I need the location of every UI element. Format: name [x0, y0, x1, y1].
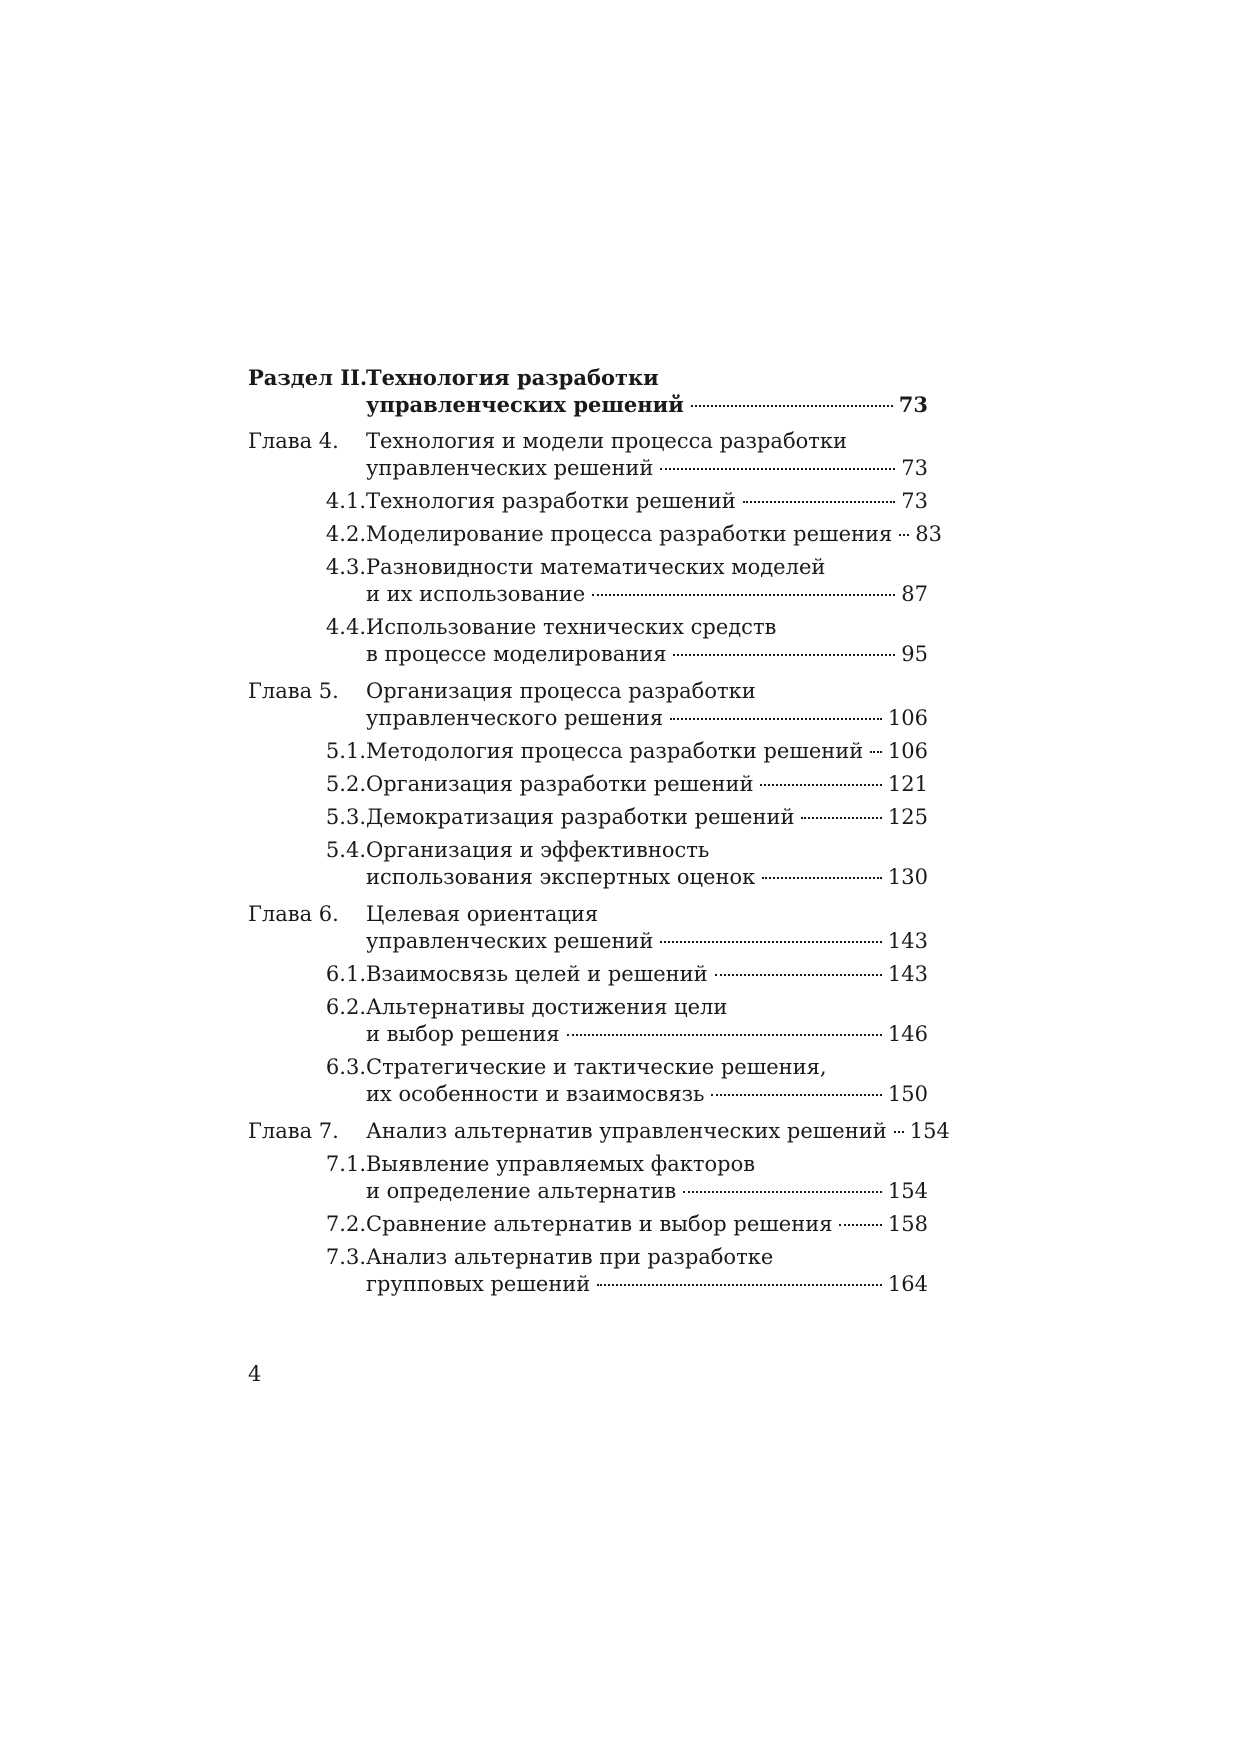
toc-entry-title-line [366, 994, 928, 1021]
toc-entry-title-line [366, 771, 928, 798]
toc-entry-number: Глава 7. [248, 1119, 339, 1143]
toc-entry-title: Моделирование процесса разработки решения [366, 522, 893, 546]
toc-entry-title-line [366, 455, 928, 482]
toc-entry-title-line [366, 928, 928, 955]
toc-entry-number: 4.1. [325, 489, 366, 513]
toc-entry-title-line [366, 428, 928, 455]
dot-leader [711, 1094, 881, 1096]
toc-entry-title: их особенности и взаимосвязь [366, 1082, 705, 1106]
dot-leader [673, 654, 895, 656]
dot-leader [715, 974, 882, 976]
toc-entry-title: Альтернативы достижения цели [366, 995, 728, 1019]
toc-entry-title-line [366, 705, 928, 732]
toc-entry-title: Технология разработки [366, 365, 659, 390]
toc-entry-title-line [366, 641, 928, 668]
toc-entry-title: Целевая ориентация [366, 902, 599, 926]
toc-entry[interactable] [248, 488, 928, 515]
toc-entry-page: 146 [887, 1022, 928, 1046]
toc-entry-number: 5.2. [325, 772, 366, 796]
toc-entry-title: Анализ альтернатив при разработке [366, 1245, 774, 1269]
dot-leader [870, 751, 882, 753]
dot-leader [660, 468, 895, 470]
toc-entry-number: Глава 4. [248, 429, 339, 453]
toc-entry-number: Раздел II. [248, 365, 368, 390]
toc-entry-title: Технология и модели процесса разработки [366, 429, 847, 453]
toc-entry[interactable] [248, 1244, 928, 1298]
toc-entry-title-line [366, 1118, 950, 1145]
toc-entry[interactable] [248, 771, 928, 798]
toc-entry-page: 164 [887, 1272, 928, 1296]
toc-entry-title: Организация и эффективность [366, 838, 710, 862]
toc-entry[interactable] [248, 521, 942, 548]
toc-entry-page: 125 [887, 805, 928, 829]
toc-entry[interactable] [248, 804, 928, 831]
dot-leader [691, 405, 893, 407]
dot-leader [839, 1224, 881, 1226]
toc-entry-page: 73 [901, 489, 928, 513]
toc-entry-page: 130 [887, 865, 928, 889]
toc-entry-title: Разновидности математических моделей [366, 555, 826, 579]
toc-entry-title-line [366, 901, 928, 928]
toc-entry-title: Сравнение альтернатив и выбор решения [366, 1212, 833, 1236]
toc-entry[interactable] [248, 837, 928, 891]
toc-entry-title-line [366, 1054, 928, 1081]
toc-entry-title-line [366, 614, 928, 641]
toc-entry[interactable] [248, 738, 928, 765]
toc-entry-title-line [366, 1211, 928, 1238]
toc-entry-page: 106 [887, 706, 928, 730]
toc-entry[interactable] [248, 1151, 928, 1205]
toc-entry-title: Демократизация разработки решений [366, 805, 795, 829]
toc-entry-title: Организация разработки решений [366, 772, 754, 796]
toc-entry-title: Анализ альтернатив управленческих решений [366, 1119, 887, 1143]
toc-entry-number: Глава 5. [248, 679, 339, 703]
toc-entry-page: 95 [901, 642, 928, 666]
dot-leader [597, 1284, 882, 1286]
toc-entry-title-line [366, 1271, 928, 1298]
toc-entry-page: 87 [901, 582, 928, 606]
toc-entry[interactable] [248, 994, 928, 1048]
toc-entry-title: Выявление управляемых факторов [366, 1152, 756, 1176]
table-of-contents [248, 364, 950, 1298]
toc-entry-title: и определение альтернатив [366, 1179, 677, 1203]
toc-entry-title-line [366, 1021, 928, 1048]
toc-entry-title: управленческого решения [366, 706, 664, 730]
toc-entry-page: 73 [898, 392, 928, 417]
toc-entry-number: 6.2. [325, 995, 366, 1019]
toc-entry-page: 154 [887, 1179, 928, 1203]
toc-entry-title: групповых решений [366, 1272, 591, 1296]
dot-leader [592, 594, 895, 596]
toc-entry-number: 5.4. [325, 838, 366, 862]
dot-leader [760, 784, 881, 786]
toc-entry[interactable] [248, 1054, 928, 1108]
toc-entry-title-line [366, 581, 928, 608]
toc-entry-number: 7.2. [325, 1212, 366, 1236]
toc-entry-title-line [366, 961, 928, 988]
toc-entry-title: использования экспертных оценок [366, 865, 756, 889]
toc-entry-page: 121 [887, 772, 928, 796]
toc-entry-number: 6.1. [325, 962, 366, 986]
dot-leader [683, 1191, 882, 1193]
toc-entry[interactable] [248, 614, 928, 668]
toc-entry-title: Использование технических средств [366, 615, 777, 639]
toc-entry-title-line [366, 864, 928, 891]
toc-entry-title: и выбор решения [366, 1022, 560, 1046]
toc-entry-number: 4.3. [325, 555, 366, 579]
toc-entry-title-line [366, 391, 928, 418]
toc-entry-title-line [366, 488, 928, 515]
toc-entry-title: Технология разработки решений [366, 489, 736, 513]
toc-entry-page: 83 [915, 522, 942, 546]
dot-leader [743, 501, 896, 503]
toc-entry-title-line [366, 1081, 928, 1108]
toc-entry[interactable] [248, 961, 928, 988]
toc-entry[interactable] [248, 364, 928, 418]
toc-entry-number: 5.3. [325, 805, 366, 829]
dot-leader [762, 877, 882, 879]
toc-entry[interactable] [248, 678, 928, 732]
toc-entry-title-line [366, 678, 928, 705]
toc-entry-page: 158 [887, 1212, 928, 1236]
toc-entry-title: и их использование [366, 582, 586, 606]
toc-entry-title: управленческих решений [366, 392, 684, 417]
toc-entry-number: Глава 6. [248, 902, 339, 926]
toc-entry-number: 6.3. [325, 1055, 366, 1079]
toc-entry-number: 5.1. [325, 739, 366, 763]
toc-entry-page: 143 [887, 962, 928, 986]
toc-entry-page: 106 [887, 739, 928, 763]
toc-entry-title-line [366, 521, 942, 548]
toc-entry-title-line [366, 1244, 928, 1271]
toc-entry-title: управленческих решений [366, 456, 654, 480]
toc-entry-page: 150 [887, 1082, 928, 1106]
toc-entry-number: 4.4. [325, 615, 366, 639]
dot-leader [899, 534, 909, 536]
toc-entry[interactable] [248, 428, 928, 482]
toc-entry-page: 143 [887, 929, 928, 953]
toc-entry-title: Методология процесса разработки решений [366, 739, 864, 763]
toc-entry-number: 7.3. [325, 1245, 366, 1269]
dot-leader [567, 1034, 882, 1036]
toc-entry-title-line [366, 1178, 928, 1205]
toc-entry[interactable] [248, 1211, 928, 1238]
toc-entry-title-line [366, 554, 928, 581]
toc-entry-page: 73 [901, 456, 928, 480]
toc-entry[interactable] [248, 554, 928, 608]
toc-entry-number: 4.2. [325, 522, 366, 546]
dot-leader [660, 941, 881, 943]
toc-entry-title: Стратегические и тактические решения, [366, 1055, 827, 1079]
toc-entry-title-line [366, 1151, 928, 1178]
page-number: 4 [248, 1362, 262, 1386]
toc-entry[interactable] [248, 901, 928, 955]
toc-entry-title: Организация процесса разработки [366, 679, 756, 703]
toc-entry-page: 154 [909, 1119, 950, 1143]
toc-entry-title-line [366, 738, 928, 765]
toc-entry[interactable] [248, 1118, 950, 1145]
toc-entry-title: в процессе моделирования [366, 642, 667, 666]
dot-leader [801, 817, 881, 819]
dot-leader [670, 718, 882, 720]
toc-entry-title-line [366, 364, 928, 391]
toc-entry-title-line [366, 804, 928, 831]
toc-entry-title: управленческих решений [366, 929, 654, 953]
toc-entry-title: Взаимосвязь целей и решений [366, 962, 708, 986]
dot-leader [894, 1131, 904, 1133]
toc-entry-number: 7.1. [325, 1152, 366, 1176]
toc-entry-title-line [366, 837, 928, 864]
